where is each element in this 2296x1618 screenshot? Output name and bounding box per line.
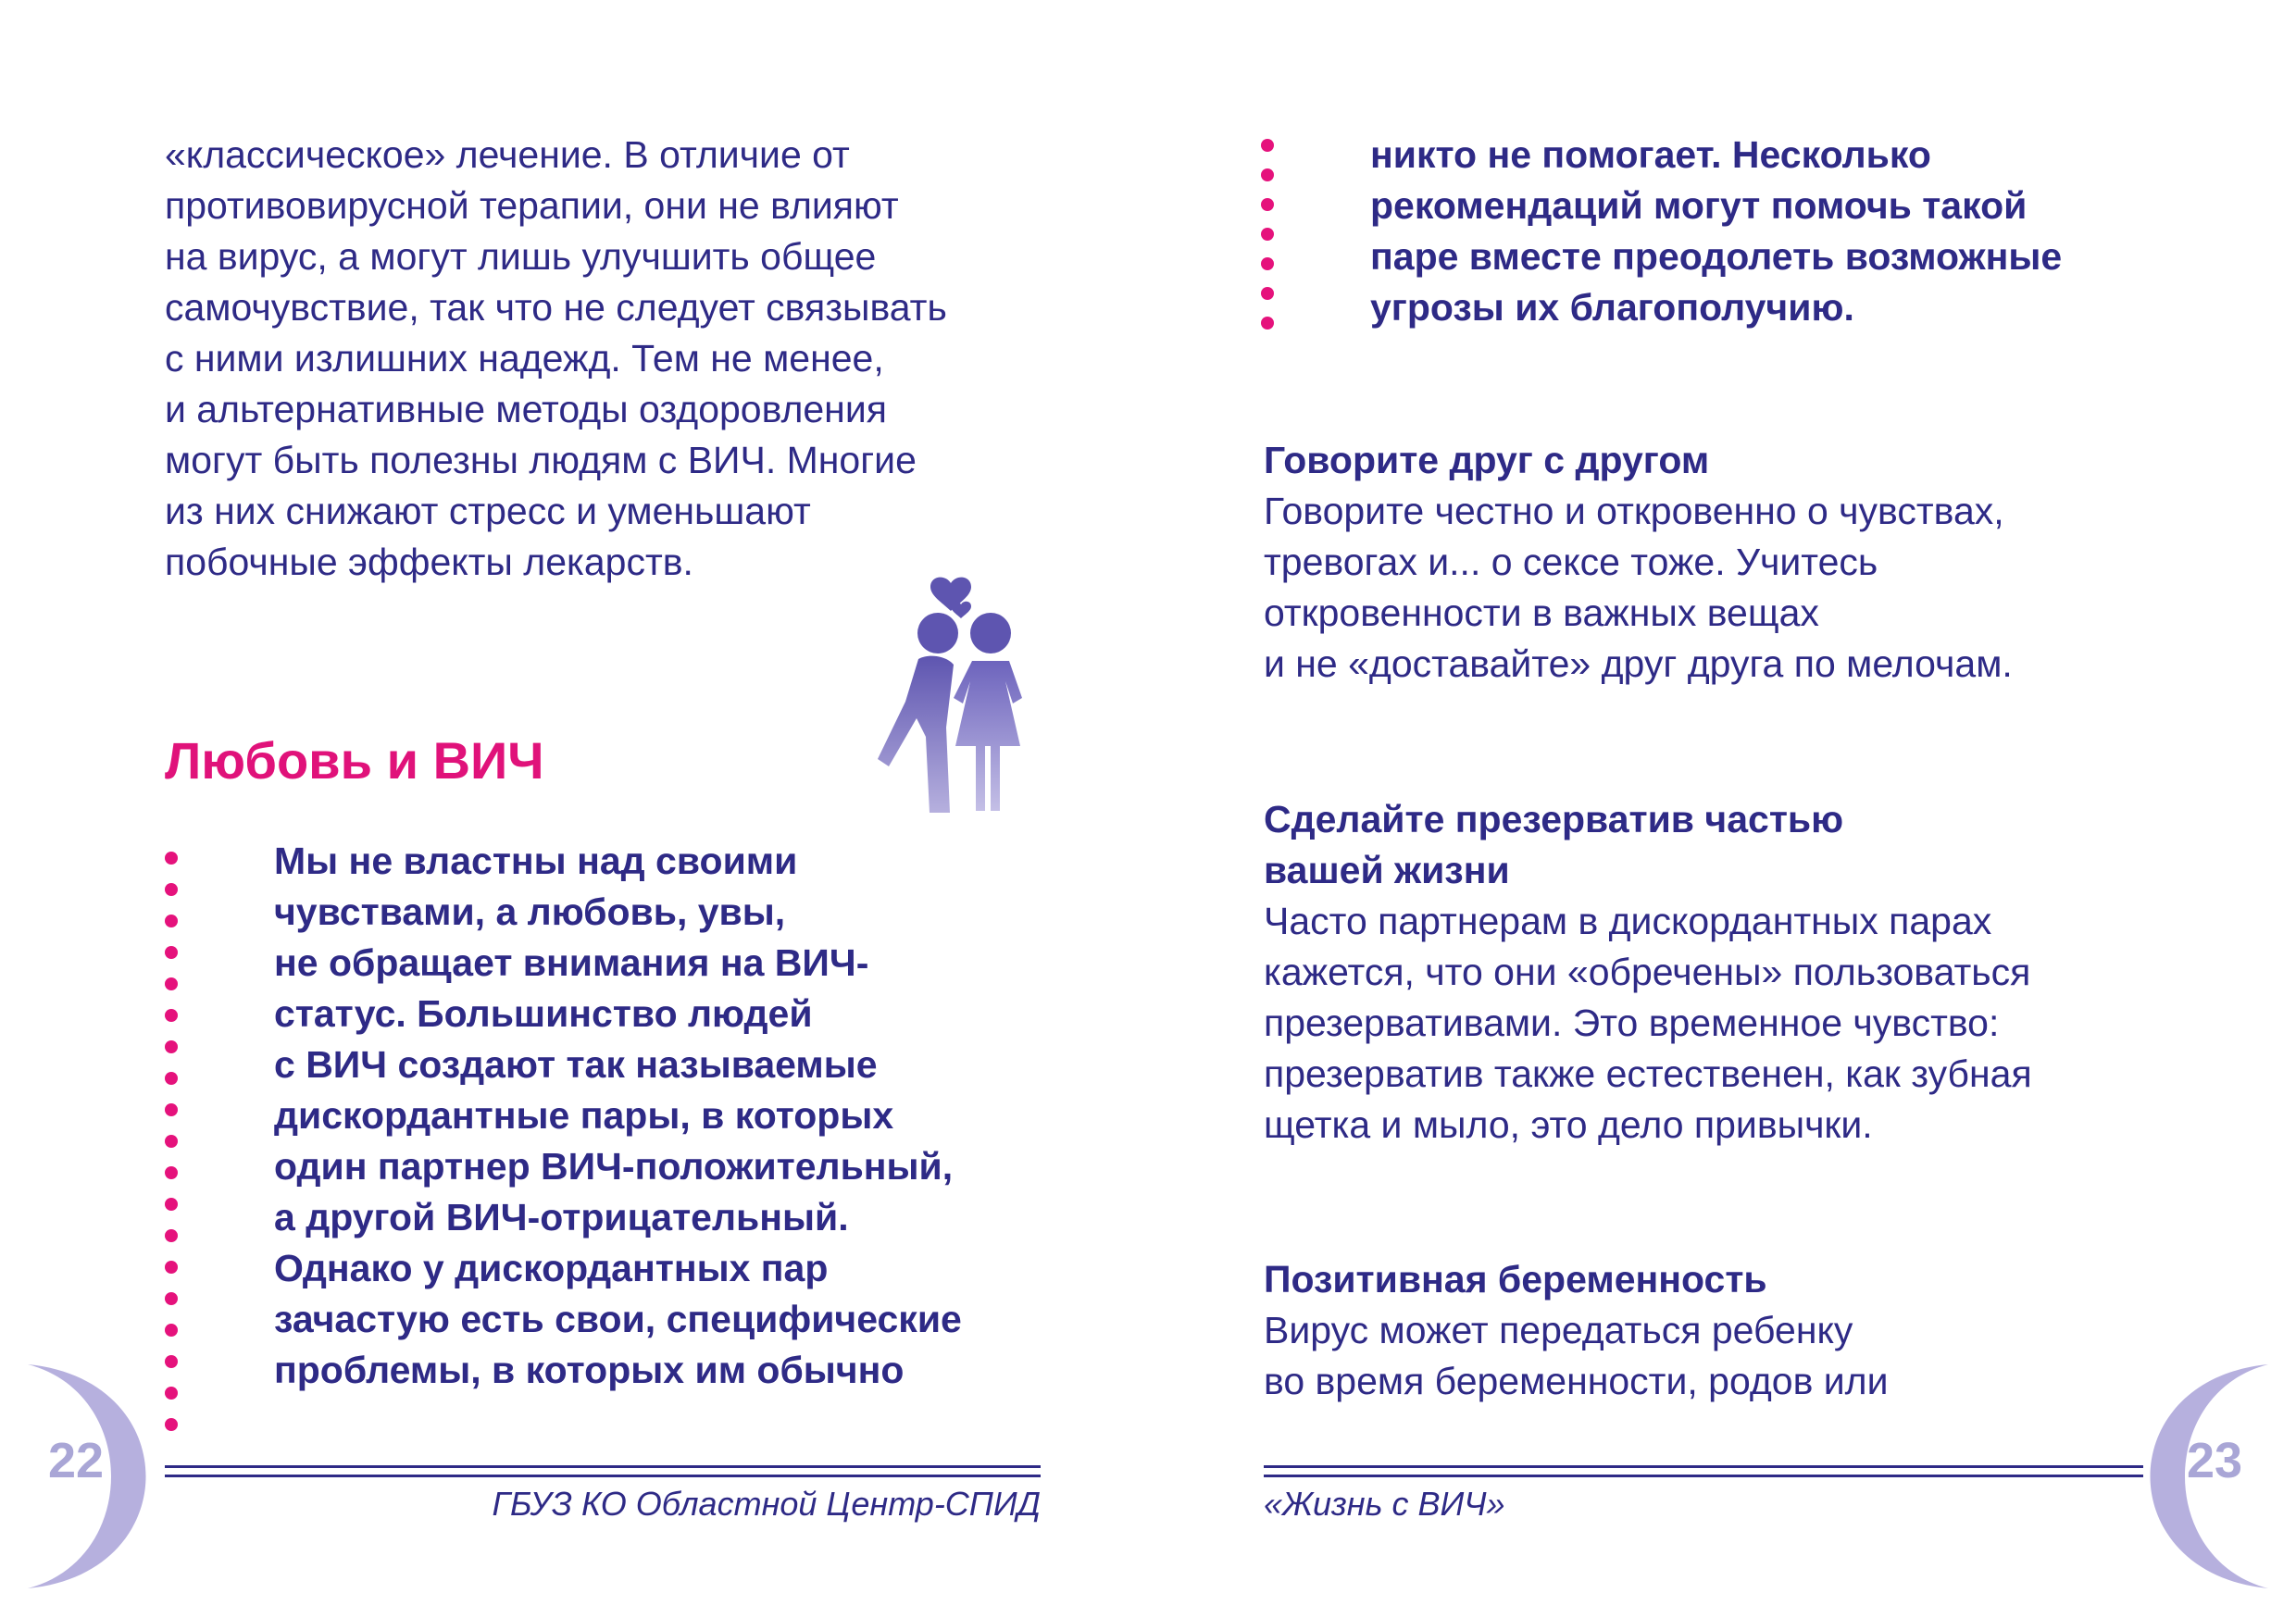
dot [165, 1229, 178, 1242]
dot [165, 1292, 178, 1305]
dot [165, 1418, 178, 1431]
text-line: презервативами. Это временное чувство: [1264, 1002, 2000, 1044]
text-line: из них снижают стресс и уменьшают [165, 490, 811, 532]
tip-heading [1264, 794, 2264, 896]
footer-rule [1264, 1475, 2143, 1477]
text-line: кажется, что они «обречены» пользоваться [1264, 951, 2031, 993]
text-line: вашей жизни [1264, 849, 1510, 891]
text-line: никто не помогает. Несколько [1370, 133, 1931, 176]
text-line: Говорите друг с другом [1264, 439, 1710, 481]
text-line: Часто партнерам в дискордантных парах [1264, 900, 1992, 942]
text-line: Говорите честно и откровенно о чувствах, [1264, 490, 2004, 532]
text-line: Сделайте презерватив частью [1264, 798, 1844, 840]
text-line: рекомендаций могут помочь такой [1370, 184, 2028, 227]
dot [165, 946, 178, 959]
dot [165, 977, 178, 990]
text-line: могут быть полезны людям с ВИЧ. Многие [165, 439, 917, 481]
footer-text: «Жизнь с ВИЧ» [1264, 1485, 1505, 1523]
page-number: 23 [2187, 1433, 2243, 1488]
dot [1261, 139, 1274, 152]
text-line: Однако у дискордантных пар [274, 1247, 829, 1289]
text-line: зачастую есть свои, специфические [274, 1298, 962, 1340]
dot [1261, 317, 1274, 330]
text-line: откровенности в важных вещах [1264, 591, 1819, 634]
text-line: и альтернативные методы оздоровления [165, 388, 887, 430]
text-line: побочные эффекты лекарств. [165, 541, 693, 583]
text-line: проблемы, в которых им обычно [274, 1349, 905, 1391]
text-line: на вирус, а могут лишь улучшить общее [165, 235, 877, 278]
text-line: презерватив также естественен, как зубная [1264, 1052, 2032, 1095]
text-line: с ними излишних надежд. Тем не менее, [165, 337, 884, 380]
text-line: паре вместе преодолеть возможные [1370, 235, 2063, 278]
text-line: угрозы их благополучию. [1370, 286, 1854, 329]
text-line: тревогах и... о сексе тоже. Учитесь [1264, 541, 1878, 583]
dot [1261, 168, 1274, 181]
dot [1261, 287, 1274, 300]
dot [165, 1166, 178, 1179]
dot [165, 852, 178, 865]
dot [165, 1009, 178, 1022]
text-line: один партнер ВИЧ-положительный, [274, 1145, 954, 1188]
tip-heading [1264, 1254, 2264, 1305]
text-line: с ВИЧ создают так называемые [274, 1043, 878, 1086]
text-line: не обращает внимания на ВИЧ- [274, 941, 869, 984]
text-line: Вирус может передаться ребенку [1264, 1309, 1853, 1351]
intro-paragraph [165, 130, 1091, 588]
text-line: щетка и мыло, это дело привычки. [1264, 1103, 1873, 1146]
footer-rule [1264, 1465, 2143, 1468]
tip-section [1264, 794, 2264, 1151]
text-line: во время беременности, родов или [1264, 1360, 1889, 1402]
text-line: Позитивная беременность [1264, 1258, 1767, 1301]
text-line: чувствами, а любовь, увы, [274, 890, 786, 933]
dot [165, 1355, 178, 1368]
dot [165, 1103, 178, 1116]
text-line: самочувствие, так что не следует связывать [165, 286, 947, 329]
dot [165, 1040, 178, 1053]
footer-rule [165, 1475, 1041, 1477]
dot [1261, 257, 1274, 270]
text-line: дискордантные пары, в которых [274, 1094, 894, 1137]
footer-text: ГБУЗ КО Областной Центр-СПИД [492, 1485, 1041, 1523]
tip-body [1264, 486, 2264, 690]
highlight-paragraph [274, 836, 1126, 1396]
dot [165, 1387, 178, 1400]
dot [1261, 198, 1274, 211]
dot [165, 1261, 178, 1274]
dot [165, 1324, 178, 1337]
text-line: «классическое» лечение. В отличие от [165, 133, 850, 176]
dot [1261, 228, 1274, 241]
page-number: 22 [48, 1433, 105, 1488]
dot [165, 1072, 178, 1085]
dot [165, 883, 178, 896]
dot [165, 1135, 178, 1148]
tip-section [1264, 435, 2264, 690]
tip-body [1264, 1305, 2264, 1407]
dot [165, 915, 178, 927]
footer-rule [165, 1465, 1041, 1468]
text-line: а другой ВИЧ-отрицательный. [274, 1196, 849, 1238]
highlight-paragraph [1370, 130, 2259, 333]
tip-body [1264, 896, 2264, 1151]
tip-section [1264, 1254, 2264, 1407]
tip-heading [1264, 435, 2264, 486]
dot [165, 1198, 178, 1211]
right-page [1148, 0, 2296, 1618]
text-line: противовирусной терапии, они не влияют [165, 184, 899, 227]
text-line: Мы не властны над своими [274, 840, 798, 882]
text-line: и не «доставайте» друг друга по мелочам. [1264, 642, 2013, 685]
couple-with-hearts-icon [861, 555, 1055, 815]
section-title: Любовь и ВИЧ [165, 731, 544, 790]
text-line: статус. Большинство людей [274, 992, 813, 1035]
